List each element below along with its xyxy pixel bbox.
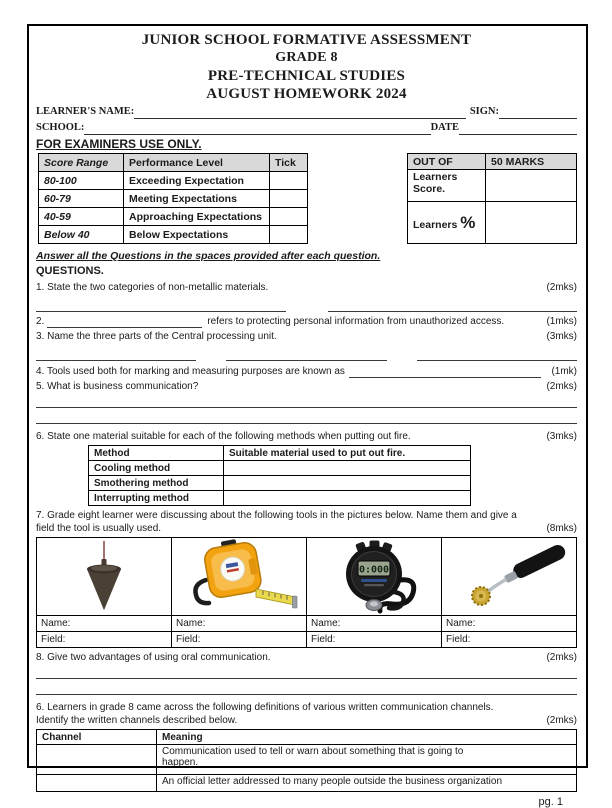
tool-name-label: Name: bbox=[37, 616, 172, 632]
tool-image-cell bbox=[307, 538, 442, 616]
score-range-cell: Below 40 bbox=[39, 226, 124, 244]
material-header: Suitable material used to put out fire. bbox=[224, 446, 471, 461]
question-2-text: refers to protecting personal information from unauthorized access. bbox=[207, 316, 505, 327]
page-border-frame bbox=[27, 24, 588, 808]
title-line-grade: GRADE 8 bbox=[275, 50, 338, 65]
title-block bbox=[36, 31, 577, 103]
examiners-heading: FOR EXAMINERS USE ONLY. bbox=[36, 137, 202, 151]
meaning-text: Communication used to tell or warn about something that is going to happen. bbox=[162, 746, 464, 768]
marks-table bbox=[407, 153, 577, 244]
tick-cell bbox=[270, 226, 308, 244]
tool-name-label: Name: bbox=[172, 616, 307, 632]
sign-blank bbox=[499, 107, 577, 119]
table-row bbox=[39, 208, 308, 226]
sign-label: SIGN: bbox=[469, 106, 499, 117]
tools-table bbox=[36, 537, 577, 648]
channels-table bbox=[36, 729, 577, 792]
material-blank-cell bbox=[224, 461, 471, 476]
question-6-channels-marks: (2mks) bbox=[546, 715, 577, 726]
learners-score-blank bbox=[486, 170, 577, 202]
channel-blank-cell bbox=[37, 775, 157, 792]
school-blank bbox=[84, 123, 430, 135]
question-6-fire bbox=[36, 430, 577, 443]
table-row bbox=[89, 461, 471, 476]
score-range-cell: 80-100 bbox=[39, 172, 124, 190]
table-row bbox=[39, 190, 308, 208]
answer-line bbox=[328, 307, 578, 312]
meaning-cell bbox=[157, 745, 577, 775]
question-6-channels-line1 bbox=[36, 701, 577, 714]
question-4-marks: (1mk) bbox=[551, 366, 577, 377]
instruction-line: Answer all the Questions in the spaces provided after each question. bbox=[36, 250, 381, 262]
learners-percent-label bbox=[408, 202, 486, 244]
tool-field-label: Field: bbox=[442, 632, 577, 648]
tool-image-cell bbox=[37, 538, 172, 616]
performance-level-cell: Exceeding Expectation bbox=[124, 172, 270, 190]
learner-name-blank bbox=[134, 107, 466, 119]
tick-cell bbox=[270, 190, 308, 208]
question-7-text-1: 7. Grade eight learner were discussing about the following tools in the pictures below. Name them and give a bbox=[36, 510, 517, 521]
tool-field-row bbox=[37, 632, 577, 648]
score-range-cell: 60-79 bbox=[39, 190, 124, 208]
tape-measure-icon bbox=[175, 540, 303, 614]
score-range-header: Score Range bbox=[39, 154, 124, 172]
question-7-line1 bbox=[36, 509, 577, 522]
answer-line bbox=[36, 679, 577, 695]
table-header-row bbox=[37, 730, 577, 745]
channel-blank-cell bbox=[37, 745, 157, 775]
tool-name-label: Name: bbox=[307, 616, 442, 632]
examiner-tables-row bbox=[36, 153, 577, 244]
meaning-header: Meaning bbox=[157, 730, 577, 745]
question-6-channels-text-2: Identify the written channels described below. bbox=[36, 715, 238, 726]
table-header-row bbox=[39, 154, 308, 172]
question-4 bbox=[36, 365, 577, 378]
answer-line bbox=[36, 356, 196, 361]
title-line-subject: PRE-TECHNICAL STUDIES bbox=[207, 68, 406, 84]
table-row bbox=[39, 172, 308, 190]
question-6-channels-text-1: 6. Learners in grade 8 came across the following definitions of various written communication channels. bbox=[36, 702, 494, 713]
tool-name-row bbox=[37, 616, 577, 632]
performance-level-cell: Below Expectations bbox=[124, 226, 270, 244]
score-range-cell: 40-59 bbox=[39, 208, 124, 226]
tick-cell bbox=[270, 172, 308, 190]
school-label: SCHOOL: bbox=[36, 122, 85, 133]
question-7-text-2: field the tool is usually used. bbox=[36, 523, 162, 534]
answer-blank bbox=[47, 317, 202, 328]
learner-name-row bbox=[36, 104, 577, 119]
question-4-text: 4. Tools used both for marking and measuring purposes are known as bbox=[36, 366, 345, 377]
question-3 bbox=[36, 330, 577, 343]
channel-header: Channel bbox=[37, 730, 157, 745]
question-2 bbox=[36, 315, 577, 328]
total-marks-header: 50 MARKS bbox=[486, 154, 577, 170]
meaning-cell: An official letter addressed to many people outside the business organization bbox=[157, 775, 577, 792]
answer-line bbox=[417, 356, 577, 361]
question-7-line2 bbox=[36, 522, 577, 535]
question-3-marks: (3mks) bbox=[546, 331, 577, 342]
question-1-answer-lines bbox=[36, 307, 577, 312]
school-row bbox=[36, 120, 577, 135]
title-line-term: AUGUST HOMEWORK 2024 bbox=[206, 86, 407, 102]
questions-heading: QUESTIONS. bbox=[36, 265, 104, 277]
question-5-text: 5. What is business communication? bbox=[36, 381, 199, 392]
question-1-text: 1. State the two categories of non-metallic materials. bbox=[36, 282, 269, 293]
page-number: pg. 1 bbox=[538, 796, 563, 808]
tool-name-label: Name: bbox=[442, 616, 577, 632]
answer-line bbox=[36, 664, 577, 679]
learners-score-label: Learners Score. bbox=[408, 170, 486, 202]
learners-percent-text: Learners bbox=[413, 218, 458, 231]
percent-symbol: % bbox=[460, 212, 476, 232]
question-6-channels-line2 bbox=[36, 714, 577, 727]
learners-percent-blank bbox=[486, 202, 577, 244]
plumb-bob-icon bbox=[40, 540, 168, 614]
table-header-row bbox=[408, 154, 577, 170]
answer-line bbox=[36, 408, 577, 424]
method-cell: Cooling method bbox=[89, 461, 224, 476]
material-blank-cell bbox=[224, 491, 471, 506]
question-3-text: 3. Name the three parts of the Central processing unit. bbox=[36, 331, 277, 342]
tracing-wheel-icon bbox=[445, 540, 573, 614]
tick-header: Tick bbox=[270, 154, 308, 172]
date-blank bbox=[459, 123, 577, 135]
method-header: Method bbox=[89, 446, 224, 461]
tool-images-row bbox=[37, 538, 577, 616]
learners-score-row bbox=[408, 170, 577, 202]
answer-blank bbox=[349, 367, 542, 378]
learners-percent-row bbox=[408, 202, 577, 244]
score-range-table bbox=[38, 153, 308, 244]
answer-line bbox=[36, 393, 577, 408]
tool-image-cell bbox=[172, 538, 307, 616]
tool-image-cell bbox=[442, 538, 577, 616]
method-cell: Smothering method bbox=[89, 476, 224, 491]
performance-level-header: Performance Level bbox=[124, 154, 270, 172]
answer-line bbox=[36, 307, 286, 312]
performance-level-cell: Meeting Expectations bbox=[124, 190, 270, 208]
question-3-answer-lines bbox=[36, 356, 577, 361]
material-blank-cell bbox=[224, 476, 471, 491]
question-1-marks: (2mks) bbox=[546, 282, 577, 293]
question-7-marks: (8mks) bbox=[546, 523, 577, 534]
tool-field-label: Field: bbox=[307, 632, 442, 648]
table-row bbox=[39, 226, 308, 244]
table-row bbox=[89, 476, 471, 491]
question-8-marks: (2mks) bbox=[546, 652, 577, 663]
fire-methods-table bbox=[88, 445, 471, 506]
tick-cell bbox=[270, 208, 308, 226]
tool-field-label: Field: bbox=[172, 632, 307, 648]
learner-name-label: LEARNER'S NAME: bbox=[36, 106, 135, 117]
table-row bbox=[37, 775, 577, 792]
question-8 bbox=[36, 651, 577, 664]
stopwatch-lcd-digits: 0:000 bbox=[358, 564, 390, 575]
method-cell: Interrupting method bbox=[89, 491, 224, 506]
question-1 bbox=[36, 281, 577, 294]
title-line-1: JUNIOR SCHOOL FORMATIVE ASSESSMENT bbox=[141, 32, 472, 48]
table-row bbox=[89, 491, 471, 506]
question-5-marks: (2mks) bbox=[546, 381, 577, 392]
table-header-row bbox=[89, 446, 471, 461]
question-6-fire-marks: (3mks) bbox=[546, 431, 577, 442]
stopwatch-icon bbox=[310, 540, 438, 614]
performance-level-cell: Approaching Expectations bbox=[124, 208, 270, 226]
question-6-fire-text: 6. State one material suitable for each of the following methods when putting out fire. bbox=[36, 431, 411, 442]
date-label: DATE bbox=[430, 122, 459, 133]
table-row bbox=[37, 745, 577, 775]
answer-line bbox=[226, 356, 386, 361]
tool-field-label: Field: bbox=[37, 632, 172, 648]
out-of-header: OUT OF bbox=[408, 154, 486, 170]
question-2-marks: (1mks) bbox=[546, 316, 577, 327]
question-5 bbox=[36, 380, 577, 393]
question-2-number: 2. bbox=[36, 316, 45, 327]
question-8-text: 8. Give two advantages of using oral communication. bbox=[36, 652, 271, 663]
